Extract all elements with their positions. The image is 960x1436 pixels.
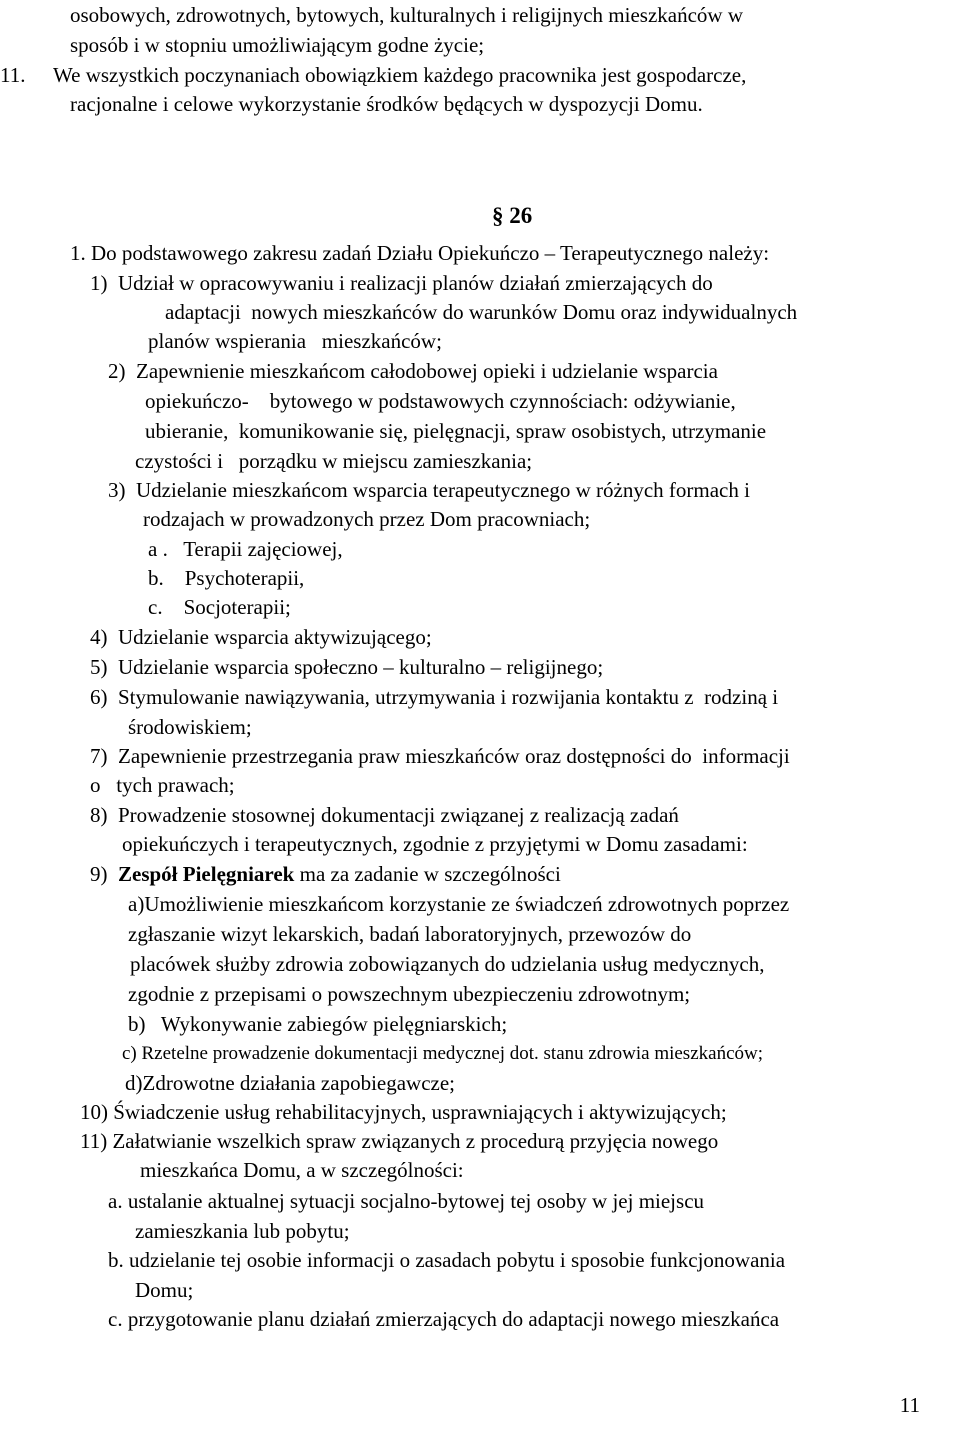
text-line: ubieranie, komunikowanie się, pielęgnacji, spraw osobistych, utrzymanie xyxy=(145,419,767,443)
list-item: 6) Stymulowanie nawiązywania, utrzymywania i rozwijania kontaktu z rodziną i xyxy=(90,685,779,709)
text-line: c) Rzetelne prowadzenie dokumentacji medycznej dot. stanu zdrowia mieszkańców; xyxy=(122,1043,763,1064)
text-line: placówek służby zdrowia zobowiązanych do udzielania usług medycznych, xyxy=(130,952,765,976)
list-item: 10) Świadczenie usług rehabilitacyjnych, usprawniających i aktywizujących; xyxy=(80,1100,727,1124)
list-item xyxy=(90,861,561,887)
text-line: zgodnie z przepisami o powszechnym ubezpieczeniu zdrowotnym; xyxy=(128,982,691,1006)
text-line: zamieszkania lub pobytu; xyxy=(135,1219,350,1243)
text-line: mieszkańca Domu, a w szczególności: xyxy=(140,1158,464,1182)
section-heading: § 26 xyxy=(492,203,533,228)
text-line: a)Umożliwienie mieszkańcom korzystanie ze świadczeń zdrowotnych poprzez xyxy=(128,892,790,916)
list-item: 5) Udzielanie wsparcia społeczno – kulturalno – religijnego; xyxy=(90,655,604,679)
list-item: 8) Prowadzenie stosownej dokumentacji związanej z realizacją zadań xyxy=(90,803,679,827)
text-line: b. Psychoterapii, xyxy=(148,566,305,590)
text-line: racjonalne i celowe wykorzystanie środków będących w dyspozycji Domu. xyxy=(70,92,703,116)
text-line: planów wspierania mieszkańców; xyxy=(148,329,442,353)
text-line: opiekuńczo- bytowego w podstawowych czynnościach: odżywianie, xyxy=(145,389,736,413)
text-line: czystości i porządku w miejscu zamieszkania; xyxy=(135,449,533,473)
list-item: 2) Zapewnienie mieszkańcom całodobowej opieki i udzielanie wsparcia xyxy=(108,359,718,383)
text-fragment: ma za zadanie w szczególności xyxy=(294,862,561,886)
text-line: adaptacji nowych mieszkańców do warunków Domu oraz indywidualnych xyxy=(165,300,798,324)
text-line: o tych prawach; xyxy=(90,773,235,797)
list-item: 3) Udzielanie mieszkańcom wsparcia terapeutycznego w różnych formach i xyxy=(108,478,750,502)
text-line: b) Wykonywanie zabiegów pielęgniarskich; xyxy=(128,1012,508,1036)
page-number: 11 xyxy=(899,1393,920,1417)
list-number: 9) xyxy=(90,862,118,886)
text-line: rodzajach w prowadzonych przez Dom pracowniach; xyxy=(143,507,591,531)
text-line: b. udzielanie tej osobie informacji o zasadach pobytu i sposobie funkcjonowania xyxy=(108,1248,786,1272)
bold-label: Zespół Pielęgniarek xyxy=(118,862,295,886)
text-line: a . Terapii zajęciowej, xyxy=(148,537,343,561)
text-line: We wszystkich poczynaniach obowiązkiem każdego pracownika jest gospodarcze, xyxy=(53,63,747,87)
text-line: sposób i w stopniu umożliwiającym godne życie; xyxy=(70,33,485,57)
paragraph-heading: 1. Do podstawowego zakresu zadań Działu Opiekuńczo – Terapeutycznego należy: xyxy=(70,241,770,265)
text-line: c. Socjoterapii; xyxy=(148,595,291,619)
text-line: zgłaszanie wizyt lekarskich, badań laboratoryjnych, przewozów do xyxy=(128,922,692,946)
list-item: 7) Zapewnienie przestrzegania praw mieszkańców oraz dostępności do informacji xyxy=(90,744,790,768)
text-line: c. przygotowanie planu działań zmierzających do adaptacji nowego mieszkańca xyxy=(108,1307,780,1331)
list-item: 4) Udzielanie wsparcia aktywizującego; xyxy=(90,625,432,649)
text-line: osobowych, zdrowotnych, bytowych, kulturalnych i religijnych mieszkańców w xyxy=(70,3,744,27)
list-item: 1) Udział w opracowywaniu i realizacji planów działań zmierzających do xyxy=(90,271,713,295)
text-line: Domu; xyxy=(135,1278,194,1302)
list-number: 11. xyxy=(0,63,26,87)
text-line: d)Zdrowotne działania zapobiegawcze; xyxy=(125,1071,456,1095)
text-line: a. ustalanie aktualnej sytuacji socjalno-bytowej tej osoby w jej miejscu xyxy=(108,1189,705,1213)
text-line: środowiskiem; xyxy=(128,715,252,739)
list-item: 11) Załatwianie wszelkich spraw związanych z procedurą przyjęcia nowego xyxy=(80,1129,719,1153)
text-line: opiekuńczych i terapeutycznych, zgodnie z przyjętymi w Domu zasadami: xyxy=(122,832,748,856)
